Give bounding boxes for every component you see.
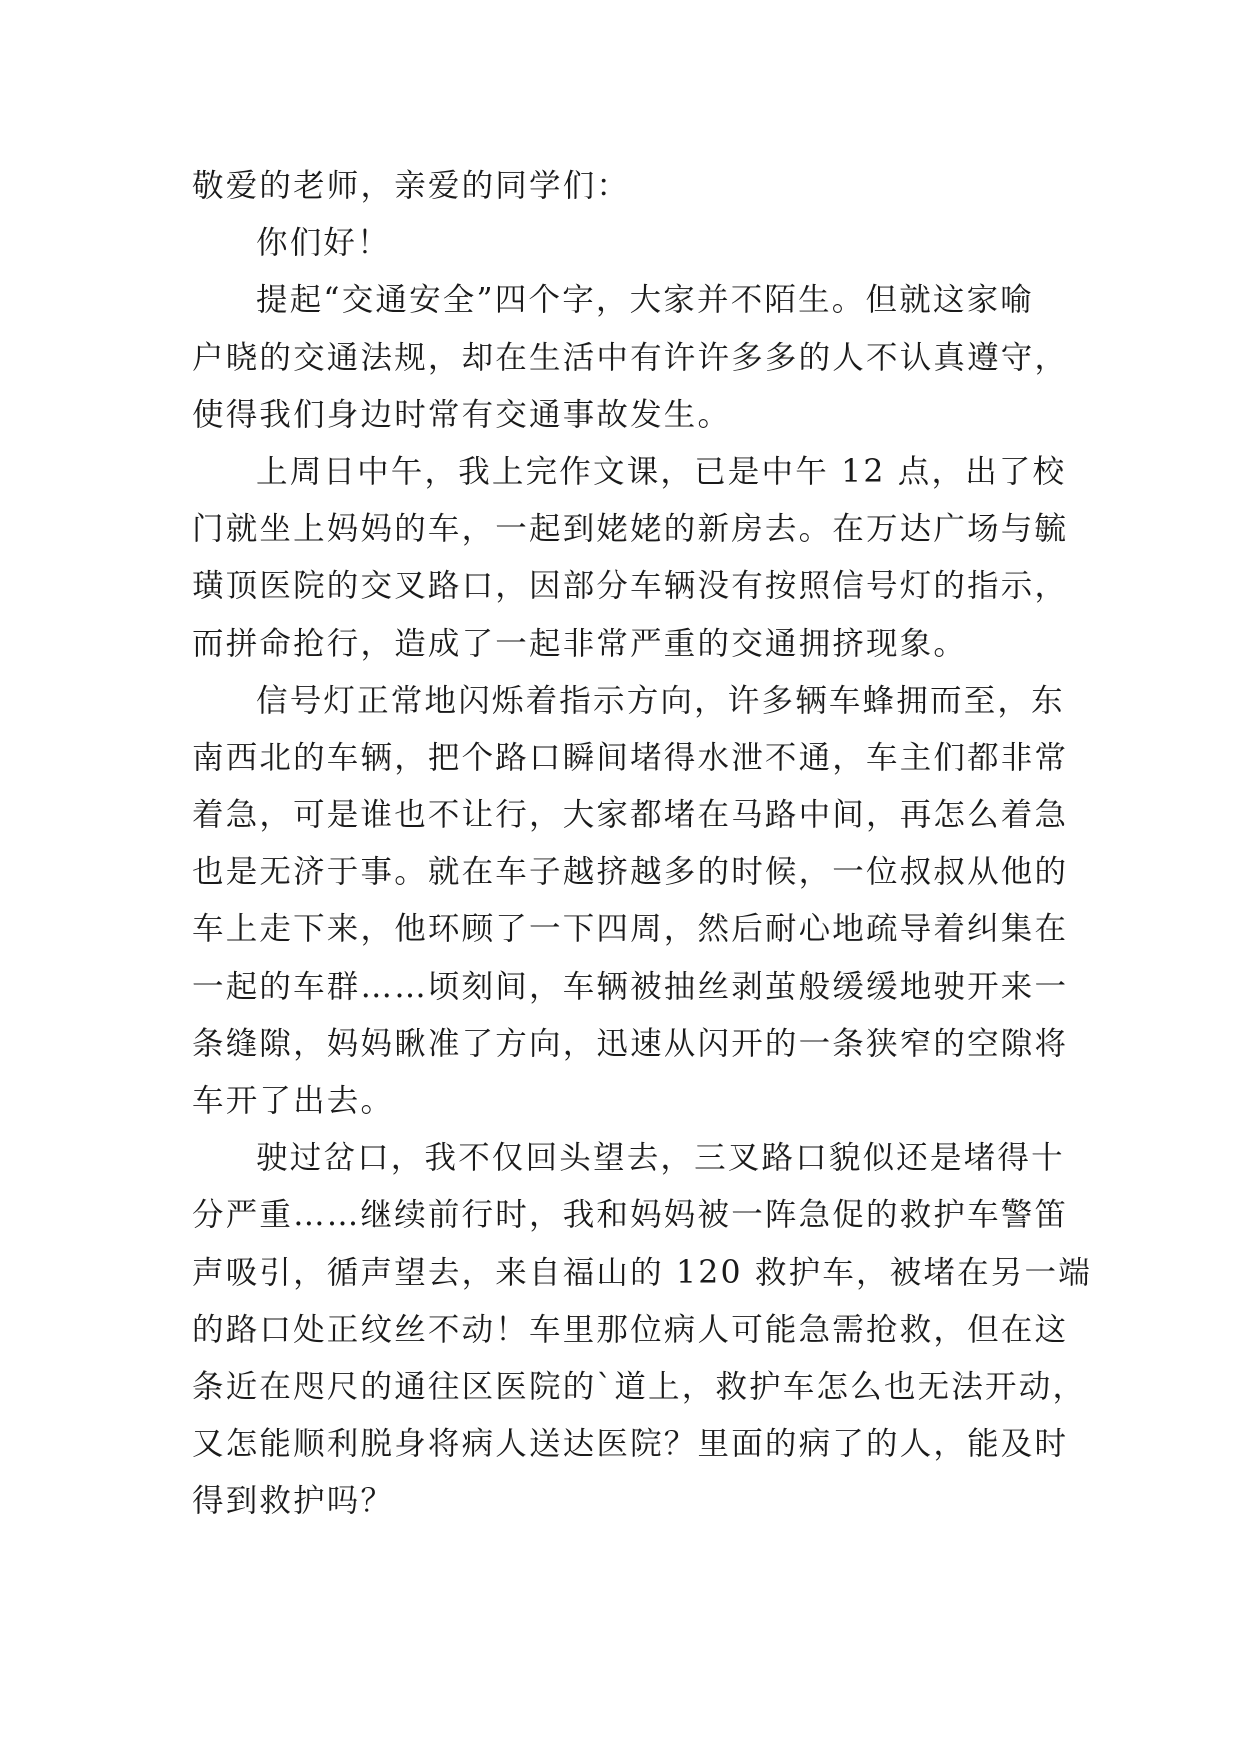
text-line: 条近在咫尺的通往区医院的`道上，救护车怎么也无法开动，: [192, 1368, 1087, 1405]
text-line: 的路口处正纹丝不动！车里那位病人可能急需抢救，但在这: [192, 1311, 1069, 1348]
text-line: 驶过岔口，我不仅回头望去，三叉路口貌似还是堵得十: [256, 1140, 1065, 1177]
text-line: 璜顶医院的交叉路口，因部分车辆没有按照信号灯的指示，: [192, 568, 1069, 605]
text-line: 一起的车群……顷刻间，车辆被抽丝剥茧般缓缓地驶开来一: [192, 968, 1069, 1005]
text-line: 户晓的交通法规，却在生活中有许许多多的人不认真遵守，: [192, 339, 1069, 376]
text-line: 而拼命抢行，造成了一起非常严重的交通拥挤现象。: [192, 625, 968, 662]
text-line: 分严重……继续前行时，我和妈妈被一阵急促的救护车警笛: [192, 1197, 1069, 1234]
text-line: 上周日中午，我上完作文课，已是中午 12 点，出了校: [256, 453, 1067, 490]
text-line: 敬爱的老师，亲爱的同学们：: [192, 168, 631, 204]
text-line: 又怎能顺利脱身将病人送达医院？里面的病了的人，能及时: [192, 1426, 1069, 1463]
text-line: 南西北的车辆，把个路口瞬间堵得水泄不通，车主们都非常: [192, 739, 1069, 776]
text-line: 门就坐上妈妈的车，一起到姥姥的新房去。在万达广场与毓: [192, 511, 1069, 548]
text-line: 也是无济于事。就在车子越挤越多的时候，一位叔叔从他的: [192, 854, 1069, 891]
text-line: 得到救护吗？: [192, 1483, 395, 1520]
speech-body-text: [192, 158, 1092, 1531]
text-line: 车开了出去。: [192, 1083, 395, 1119]
text-line: 提起“交通安全”四个字，大家并不陌生。但就这家喻: [256, 282, 1035, 319]
text-line: 条缝隙，妈妈瞅准了方向，迅速从闪开的一条狭窄的空隙将: [192, 1025, 1069, 1062]
text-line: 你们好！: [256, 225, 391, 262]
text-line: 声吸引，循声望去，来自福山的 120 救护车，被堵在另一端: [192, 1254, 1092, 1291]
text-line: 车上走下来，他环顾了一下四周，然后耐心地疏导着纠集在: [192, 911, 1069, 948]
text-line: 使得我们身边时常有交通事故发生。: [192, 396, 732, 433]
text-line: 着急，可是谁也不让行，大家都堵在马路中间，再怎么着急: [192, 797, 1069, 834]
text-line: 信号灯正常地闪烁着指示方向，许多辆车蜂拥而至，东: [256, 682, 1065, 719]
